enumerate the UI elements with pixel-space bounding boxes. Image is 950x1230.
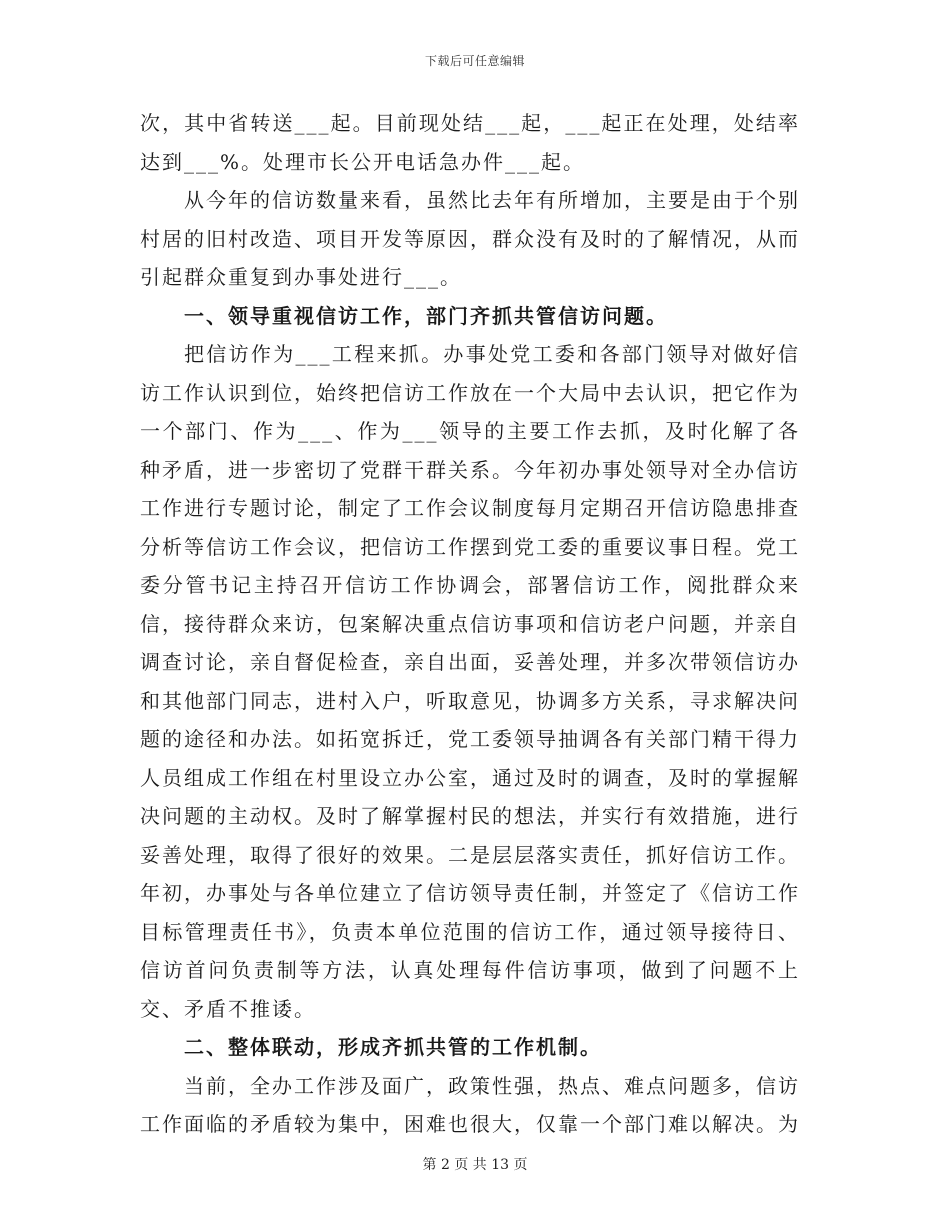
section-heading-1: 一、领导重视信访工作，部门齐抓共管信访问题。 bbox=[184, 303, 668, 328]
paragraph-petition-volume: 从今年的信访数量来看，虽然比去年有所增加，主要是由于个别村居的旧村改造、项目开发等原因，群众没有及时的了解情况，从而引起群众重复到办事处进行___。 bbox=[140, 188, 800, 289]
section-heading-2: 二、整体联动，形成齐抓共管的工作机制。 bbox=[184, 1035, 602, 1059]
paragraph-continuation: 次，其中省转送___起。目前现处结___起，___起正在处理，处结率达到___%。处理市长公开电话急办件___起。 bbox=[140, 111, 800, 174]
paragraph-leadership: 把信访作为___工程来抓。办事处党工委和各部门领导对做好信访工作认识到位，始终把信访工作放在一个大局中去认识，把它作为一个部门、作为___、作为___领导的主要工作去抓，及时化解了各种矛盾，进一步密切了党群干群关系。今年初办事处领导对全办信访工作进行专题讨论，制定了工作会议制度每月定期召开信访隐患排查分析等信访工作会议，把信访工作摆到党工委的重要议事日程。党工委分管书记主持召开信访工作协调会，部署信访工作，阅批群众来信，接待群众来访，包案解决重点信访事项和信访老户问题，并亲自调查讨论，亲自督促检查，亲自出面，妥善处理，并多次带领信访办和其他部门同志，进村入户，听取意见，协调多方关系，寻求解决问题的途径和办法。如拓宽拆迁，党工委领导抽调各有关部门精干得力人员组成工作组在村里设立办公室，通过及时的调查，及时的掌握解决问题的主动权。及时了解掌握村民的想法，并实行有效措施，进行妥善处理，取得了很好的效果。二是层层落实责任，抓好信访工作。年初，办事处与各单位建立了信访领导责任制，并签定了《信访工作目标管理责任书》，负责本单位范围的信访工作，通过领导接待日、信访首问负责制等方法，认真处理每件信访事项，做到了问题不上交、矛盾不推诿。 bbox=[140, 342, 800, 1021]
document-body bbox=[140, 104, 800, 1144]
page-header: 下载后可任意编辑 bbox=[424, 54, 525, 68]
paragraph-current-situation: 当前，全办工作涉及面广，政策性强，热点、难点问题多，信访工作面临的矛盾较为集中，困难也很大，仅靠一个部门难以解决。为 bbox=[140, 1073, 800, 1136]
page-number: 第 2 页 共 13 页 bbox=[422, 1157, 528, 1173]
